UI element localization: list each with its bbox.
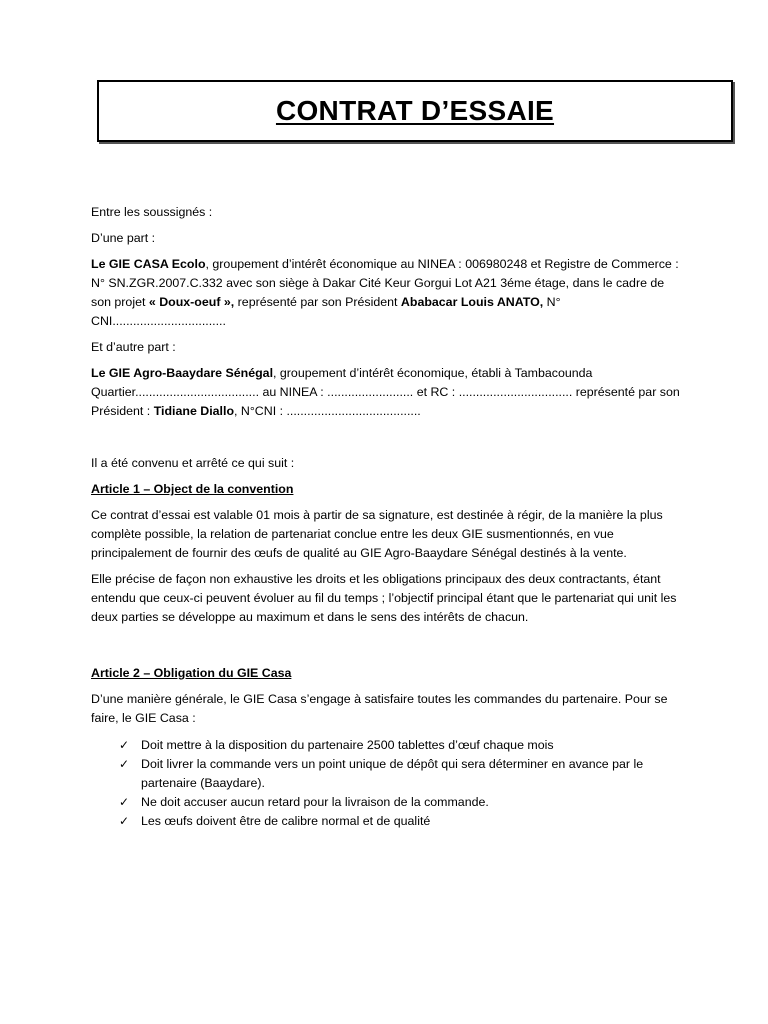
article2-intro: D’une manière générale, le GIE Casa s’engage à satisfaire toutes les commandes du partenaire. Pour se faire, le GIE Casa :: [91, 692, 668, 725]
document-title: CONTRAT D’ESSAIE: [275, 95, 555, 126]
party2-text1: , groupement d’intérêt économique, établi à Tambacounda Quartier.................................... au NINEA : ......................... et RC : ................................. représenté par son Président :: [91, 366, 680, 418]
checkmark-icon: ✓: [119, 814, 130, 828]
party2-name: Le GIE Agro-Baaydare Sénégal: [91, 366, 274, 380]
intro-between: Entre les soussignés :: [91, 205, 213, 219]
party1-paragraph: [91, 255, 681, 331]
party1-text2: représenté par son Président: [234, 295, 401, 309]
party1-name: Le GIE CASA Ecolo: [91, 257, 206, 271]
checkmark-icon: ✓: [119, 757, 130, 771]
article1-paragraph2: Elle précise de façon non exhaustive les droits et les obligations principaux des deux contractants, étant entendu que ceux-ci peuvent évoluer au fil du temps ; l’objectif principal étant que le partenariat qui unit les deux parties se développe au maximum et dans le sens des intérêts de chacun.: [91, 572, 677, 624]
checklist-item: [119, 736, 681, 755]
party2-president: Tidiane Diallo: [153, 404, 235, 418]
title-box: [97, 80, 733, 142]
checklist-item-text: Les œufs doivent être de calibre normal et de qualité: [141, 814, 431, 828]
party2-label: Et d’autre part :: [91, 340, 176, 354]
checklist-item-text: Ne doit accuser aucun retard pour la livraison de la commande.: [141, 795, 489, 809]
article2-checklist: [91, 736, 681, 831]
spacer: [91, 428, 681, 454]
agreed-statement: Il a été convenu et arrêté ce qui suit :: [91, 456, 295, 470]
party2-cni: , N°CNI : .......................................: [234, 404, 421, 418]
document-body: [91, 203, 681, 831]
party2-paragraph: [91, 364, 681, 421]
checkmark-icon: ✓: [119, 795, 130, 809]
article1-paragraph1: Ce contrat d’essai est valable 01 mois à partir de sa signature, est destinée à régir, de la manière la plus complète possible, la relation de partenariat conclue entre les deux GIE susmentionnés, en vue principalement de fournir des œufs de qualité au GIE Agro-Baaydare Sénégal destinés à la vente.: [91, 508, 663, 560]
spacer: [91, 634, 681, 664]
party1-label: D’une part :: [91, 231, 156, 245]
party1-project: « Doux-oeuf »,: [148, 295, 235, 309]
checklist-item: [119, 812, 681, 831]
checklist-item-text: Doit mettre à la disposition du partenaire 2500 tablettes d’œuf chaque mois: [141, 738, 554, 752]
checklist-item: [119, 755, 681, 793]
party1-cni: N° CNI.................................: [91, 295, 561, 328]
party1-text1: , groupement d’intérêt économique au NINEA : 006980248 et Registre de Commerce : N° SN.ZGR.2007.C.332 avec son siège à Dakar Cité Keur Gorgui Lot A21 3éme étage, dans le cadre de son projet: [91, 257, 679, 309]
party1-president: Ababacar Louis ANATO,: [400, 295, 544, 309]
article1-heading: Article 1 – Object de la convention: [91, 482, 294, 496]
article2-heading: Article 2 – Obligation du GIE Casa: [91, 666, 292, 680]
checkmark-icon: ✓: [119, 738, 130, 752]
checklist-item-text: Doit livrer la commande vers un point unique de dépôt qui sera déterminer en avance par le partenaire (Baaydare).: [141, 757, 644, 790]
checklist-item: [119, 793, 681, 812]
